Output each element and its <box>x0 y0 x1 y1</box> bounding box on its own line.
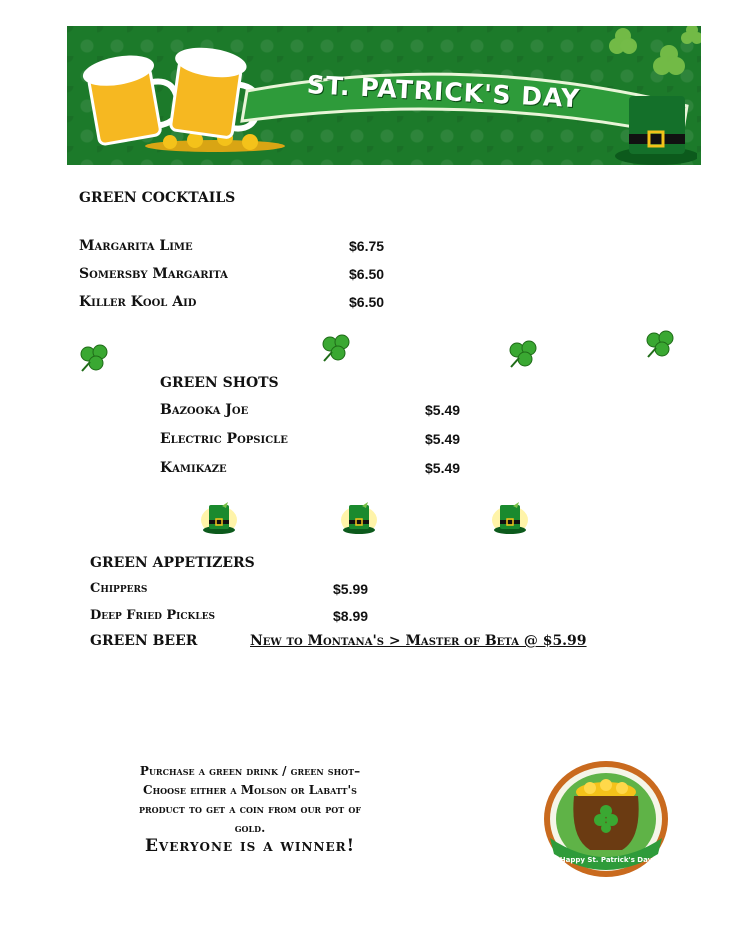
menu-item-name: Chippers <box>90 581 148 596</box>
shamrock-icon <box>76 342 112 372</box>
winner-text: Everyone is a winner! <box>144 836 356 856</box>
shamrock-icon <box>642 328 678 358</box>
leprechaun-hat-icon <box>200 500 238 536</box>
menu-item-name: Somersby Margarita <box>79 266 228 282</box>
badge-text: Happy St. Patrick's Day <box>559 856 653 864</box>
header-banner <box>67 26 701 165</box>
menu-item-price: $6.50 <box>349 294 385 310</box>
leprechaun-hat-icon <box>491 500 529 536</box>
menu-item-name: Kamikaze <box>160 460 227 476</box>
beer-heading: GREEN BEER <box>90 633 198 649</box>
promo-line: product to get a coin from our pot of <box>138 802 362 816</box>
pot-of-gold-icon <box>540 758 672 880</box>
shots-heading: GREEN SHOTS <box>160 375 279 391</box>
leprechaun-hat-icon <box>340 500 378 536</box>
menu-item-price: $5.49 <box>425 402 461 418</box>
menu-item-price: $5.49 <box>425 460 461 476</box>
menu-item-name: Deep Fried Pickles <box>90 608 216 623</box>
beer-note: New to Montana's > Master of Beta @ $5.99 <box>250 633 587 649</box>
menu-item-price: $6.50 <box>349 266 385 282</box>
menu-item-name: Bazooka Joe <box>160 402 249 418</box>
promo-line: gold. <box>234 821 266 835</box>
leprechaun-hat-icon <box>607 78 697 165</box>
promo-line: Choose either a Molson or Labatt's <box>143 783 357 797</box>
menu-item-price: $5.49 <box>425 431 461 447</box>
promo-text <box>84 762 416 838</box>
menu-item-name: Margarita Lime <box>79 238 193 254</box>
menu-item-name: Killer Kool Aid <box>79 294 197 310</box>
appetizers-heading: GREEN APPETIZERS <box>90 555 255 571</box>
menu-item-price: $6.75 <box>349 238 385 254</box>
menu-item-name: Electric Popsicle <box>160 431 288 447</box>
banner-title: ST. PATRICK'S DAY <box>306 70 581 114</box>
menu-item-price: $8.99 <box>333 608 369 624</box>
promo-line: Purchase a green drink / green shot– <box>139 764 361 778</box>
menu-item-price: $5.99 <box>333 581 369 597</box>
shamrock-icon <box>505 338 541 368</box>
shamrock-icon <box>318 332 354 362</box>
cocktails-heading: GREEN COCKTAILS <box>79 190 236 206</box>
